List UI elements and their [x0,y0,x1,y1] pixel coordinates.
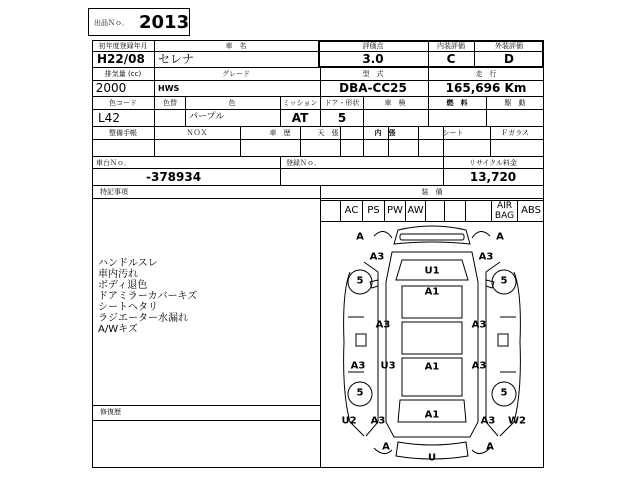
color-label: 色 [228,99,236,107]
damage-mark: 5 [500,387,508,399]
seat-label: シート [442,129,464,137]
remark-line: ラジエーター水漏れ [98,313,188,324]
damage-mark: U3 [380,360,396,372]
drive-label: 駆 動 [504,99,526,107]
remark-line: A/Wキズ [98,324,138,335]
damage-mark: A1 [424,286,440,298]
lot-box [88,8,190,36]
doors-value: 5 [337,111,347,125]
model-name-label: 車 名 [225,42,247,50]
displacement-value: 2000 [95,81,127,95]
damage-mark: U2 [341,415,357,427]
equip-airbag: AIR BAG [494,201,515,221]
remark-line: ドアミラーカバーキズ [98,291,198,302]
damage-mark: U [427,452,437,464]
damage-mark: A3 [370,415,386,427]
model-name-value: セレナ [158,52,195,66]
damage-mark: A3 [350,360,366,372]
interior-trim-label: 内 張 [374,129,396,137]
color-code-label: 色コード [109,99,137,107]
damage-mark: A1 [424,409,440,421]
displacement-label: 排気量 (cc) [104,70,142,78]
damage-mark: U1 [424,265,440,277]
equip-ac: AC [344,205,359,216]
damage-mark: A3 [478,251,494,263]
doors-label: ドア・形状 [324,99,360,107]
lot-number: 2013 [139,12,190,33]
mileage-label: 走 行 [475,70,497,78]
equip-pw: PW [387,205,403,216]
remark-line: ハンドルスレ [98,258,158,269]
fuel-label: 燃 料 [446,99,468,107]
model-code-label: 型 式 [362,70,384,78]
repair-label: 修復歴 [100,408,121,416]
remark-line: 車内汚れ [98,269,138,280]
registration-label: 登録Ｎｏ． [286,159,321,167]
damage-mark: A3 [480,415,496,427]
lot-label: 出品Ｎｏ． [94,19,129,27]
interior-label: 内装評価 [437,42,465,50]
chassis-label: 車台Ｎｏ． [96,159,131,167]
car-diagram [320,222,544,468]
damage-mark: 5 [500,275,508,287]
damage-mark: A3 [471,319,487,331]
damage-mark: 5 [356,387,364,399]
damage-mark: A [382,441,390,453]
exterior-value: D [504,52,514,66]
grade-value: HWS [158,84,180,93]
damage-mark: A3 [471,360,487,372]
mileage-value: 165,696 Km [445,81,527,95]
color-value: パープル [189,112,225,122]
interior-value: C [446,52,456,66]
mission-label: ミッション [282,99,318,107]
damage-mark: A [356,231,364,243]
remarks-label: 特記事項 [100,188,128,196]
first-reg-label: 初年度登録年月 [98,42,148,50]
equipment-label: 装 備 [421,188,443,196]
f-glass-label: Ｆガラス [501,129,529,137]
damage-mark: A [486,441,494,453]
damage-mark: W2 [508,415,526,427]
damage-mark: A1 [424,361,440,373]
nox-label: ＮＯＸ [186,129,208,137]
exterior-label: 外装評価 [495,42,523,50]
recycle-value: 13,720 [469,170,517,184]
roof-label: 天 張 [317,129,339,137]
grade-score-value: 3.0 [362,52,384,66]
equip-aw: AW [407,205,424,216]
damage-mark: A [496,231,504,243]
damage-mark: 5 [356,275,364,287]
grade-label: グレード [222,70,250,78]
recycle-label: リサイクル料金 [468,159,518,167]
equip-ps: PS [367,205,380,216]
history-label: 車 歴 [269,129,291,137]
maintenance-label: 整備手帳 [109,129,137,137]
remark-line: シートヘタリ [98,302,158,313]
damage-mark: A3 [369,251,385,263]
color-code-value: L42 [98,111,120,125]
grade-score-label: 評価点 [362,42,384,50]
model-code-value: DBA-CC25 [339,81,407,95]
mission-value: AT [291,111,309,125]
damage-mark: A3 [375,319,391,331]
chassis-value: -378934 [146,170,202,184]
color-change-label: 色替 [163,99,177,107]
remark-line: ボディ退色 [98,280,148,291]
equip-abs: ABS [521,205,541,216]
inspection-label: 車 検 [384,99,406,107]
first-reg-value: H22/08 [97,52,145,66]
